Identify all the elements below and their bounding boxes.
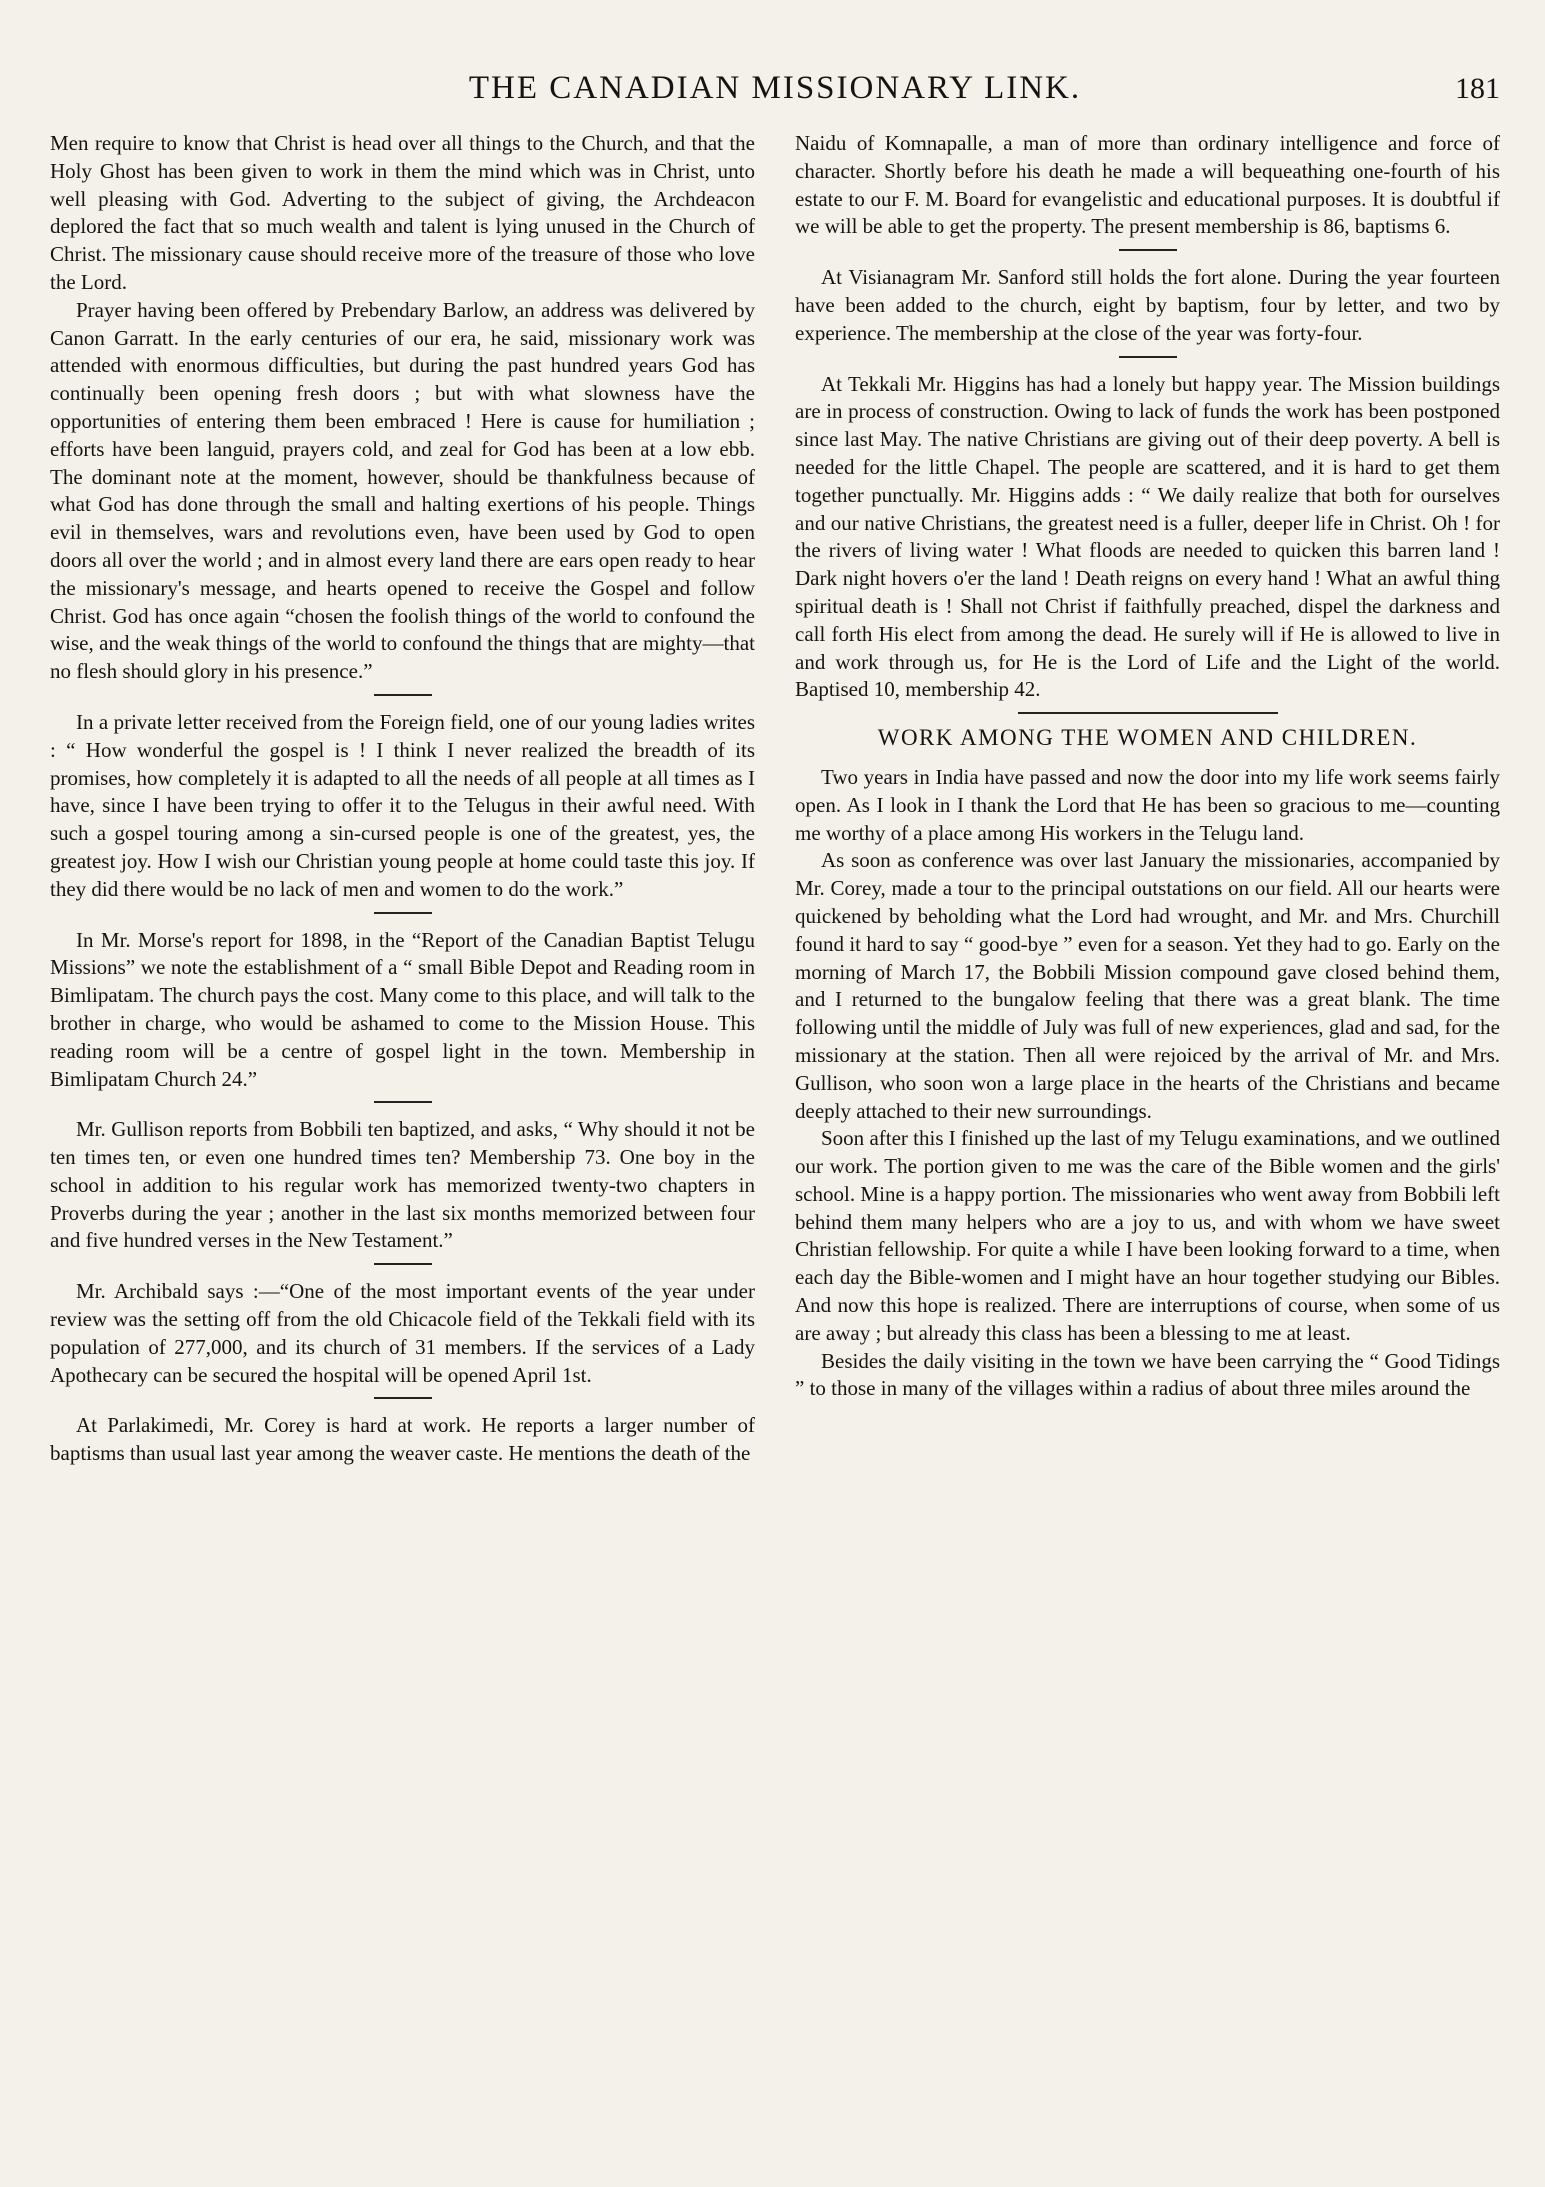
separator-rule <box>374 694 432 696</box>
running-title: THE CANADIAN MISSIONARY LINK. <box>468 70 1082 106</box>
article-paragraph: At Tekkali Mr. Higgins has had a lonely but happy year. The Mission buildings are in process of construction. Owing to lack of funds the work has been postponed since last May. The native Christians are giving out of their deep poverty. A bell is needed for the little Chapel. The people are scattered, and it is hard to get them together punctually. Mr. Higgins adds : “ We daily realize that both for ourselves and our native Christians, the greatest need is a fuller, deeper life in Christ. Oh ! for the rivers of living water ! What floods are needed to quicken this barren land ! Dark night hovers o'er the land ! Death reigns on every hand ! What an awful thing spiritual death is ! Shall not Christ if faithfully preached, dispel the darkness and call forth His elect from among the dead. He surely will if He is allowed to live in and work through us, for He is the Lord of Life and the Light of the world. Baptised 10, membership 42. <box>795 371 1500 702</box>
separator-rule <box>1119 356 1177 358</box>
right-column <box>795 130 1500 1403</box>
separator-rule <box>1119 249 1177 251</box>
separator-rule <box>374 1397 432 1399</box>
article-paragraph: Mr. Gullison reports from Bobbili ten baptized, and asks, “ Why should it not be ten times ten, or even one hundred times ten? Membership 73. One boy in the school in addition to his regular work has memorized twenty-two chapters in Proverbs during the year ; another in the last six months memorized between four and five hundred verses in the New Testament.” <box>50 1117 755 1253</box>
section-rule <box>1018 712 1278 714</box>
article-paragraph: At Parlakimedi, Mr. Corey is hard at work. He reports a larger number of baptisms than usual last year among the weaver caste. He mentions the death of the <box>50 1413 755 1466</box>
page-header <box>50 70 1500 114</box>
article-paragraph: Soon after this I finished up the last of my Telugu examinations, and we outlined our work. The portion given to me was the care of the Bible women and the girls' school. Mine is a happy portion. The missionaries who went away from Bobbili left behind them many helpers who are a joy to us, and with whom we have sweet Christian fellowship. For quite a while I have been looking forward to a time, when each day the Bible-women and I might have an hour together studying our Bibles. And now this hope is realized. There are interruptions of course, when some of us are away ; but already this class has been a blessing to me at least. <box>795 1126 1500 1345</box>
article-paragraph: At Visianagram Mr. Sanford still holds the fort alone. During the year fourteen have been added to the church, eight by baptism, four by letter, and two by experience. The membership at the close of the year was forty-four. <box>795 265 1500 345</box>
article-paragraph: Prayer having been offered by Prebendary Barlow, an address was delivered by Canon Garratt. In the early centuries of our era, he said, missionary work was attended with enormous difficulties, but during the past hundred years God has continually been opening fresh doors ; but with what slowness have the opportunities of entering them been embraced ! Here is cause for humiliation ; efforts have been languid, prayers cold, and zeal for God has been at a low ebb. The dominant note at the moment, however, should be thankfulness because of what God has done through the small and halting exertions of his people. Things evil in themselves, wars and revolutions even, have been used by God to open doors all over the world ; and in almost every land there are ears open ready to hear the missionary's message, and hearts opened to receive the Gospel and follow Christ. God has once again “chosen the foolish things of the world to confound the wise, and the weak things of the world to confound the things that are mighty—that no flesh should glory in his presence.” <box>50 297 755 684</box>
article-paragraph: In a private letter received from the Foreign field, one of our young ladies writes : “ How wonderful the gospel is ! I think I never realized the breadth of its promises, how completely it is adapted to all the needs of all people at all times as I have, since I have been trying to offer it to the Telugus in their awful need. With such a gospel touring among a sin-cursed people is one of the greatest, yes, the greatest joy. How I wish our Christian young people at home could taste this joy. If they did there would be no lack of men and women to do the work.” <box>50 709 755 901</box>
left-column <box>50 130 755 1468</box>
section-heading: WORK AMONG THE WOMEN AND CHILDREN. <box>877 725 1418 751</box>
article-paragraph: Two years in India have passed and now the door into my life work seems fairly open. As I look in I thank the Lord that He has been so gracious to me—counting me worthy of a place among His workers in the Telugu land. <box>795 764 1500 845</box>
article-paragraph: Mr. Archibald says :—“One of the most important events of the year under review was the setting off from the old Chicacole field of the Tekkali field with its population of 277,000, and its church of 31 members. If the services of a Lady Apothecary can be secured the hospital will be opened April 1st. <box>50 1279 755 1387</box>
article-paragraph: In Mr. Morse's report for 1898, in the “Report of the Canadian Baptist Telugu Missions” we note the establishment of a “ small Bible Depot and Reading room in Bimlipatam. The church pays the cost. Many come to this place, and will talk to the brother in charge, who would be ashamed to come to the Mission House. This reading room will be a centre of gospel light in the town. Membership in Bimlipatam Church 24.” <box>50 927 755 1091</box>
article-paragraph: Besides the daily visiting in the town we have been carrying the “ Good Tidings ” to those in many of the villages within a radius of about three miles around the <box>795 1348 1500 1401</box>
separator-rule <box>374 1263 432 1265</box>
article-paragraph: Naidu of Komnapalle, a man of more than ordinary intelligence and force of character. Shortly before his death he made a will bequeathing one-fourth of his estate to our F. M. Board for evangelistic and educational purposes. It is doubtful if we will be able to get the property. The present membership is 86, baptisms 6. <box>795 131 1500 239</box>
separator-rule <box>374 1101 432 1103</box>
article-paragraph: As soon as conference was over last January the missionaries, accompanied by Mr. Corey, made a tour to the principal outstations on our field. All our hearts were quickened by beholding what the Lord had wrought, and Mr. and Mrs. Churchill found it hard to say “ good-bye ” even for a season. Yet they had to go. Early on the morning of March 17, the Bobbili Mission compound gave closed behind them, and I returned to the bungalow feeling that there was a great blank. The time following until the middle of July was full of new experiences, glad and sad, for the missionary at the station. Then all were rejoiced by the arrival of Mr. and Mrs. Gullison, who soon won a large place in the hearts of the Christians and became deeply attached to their new surroundings. <box>795 848 1500 1123</box>
separator-rule <box>374 912 432 914</box>
page-number: 181 <box>1455 72 1500 105</box>
article-paragraph: Men require to know that Christ is head over all things to the Church, and that the Holy Ghost has been given to work in them the mind which was in Christ, unto well pleasing with God. Adverting to the subject of giving, the Archdeacon deplored the fact that so much wealth and talent is lying unused in the Church of Christ. The missionary cause should receive more of the treasure of those who love the Lord. <box>50 131 755 294</box>
